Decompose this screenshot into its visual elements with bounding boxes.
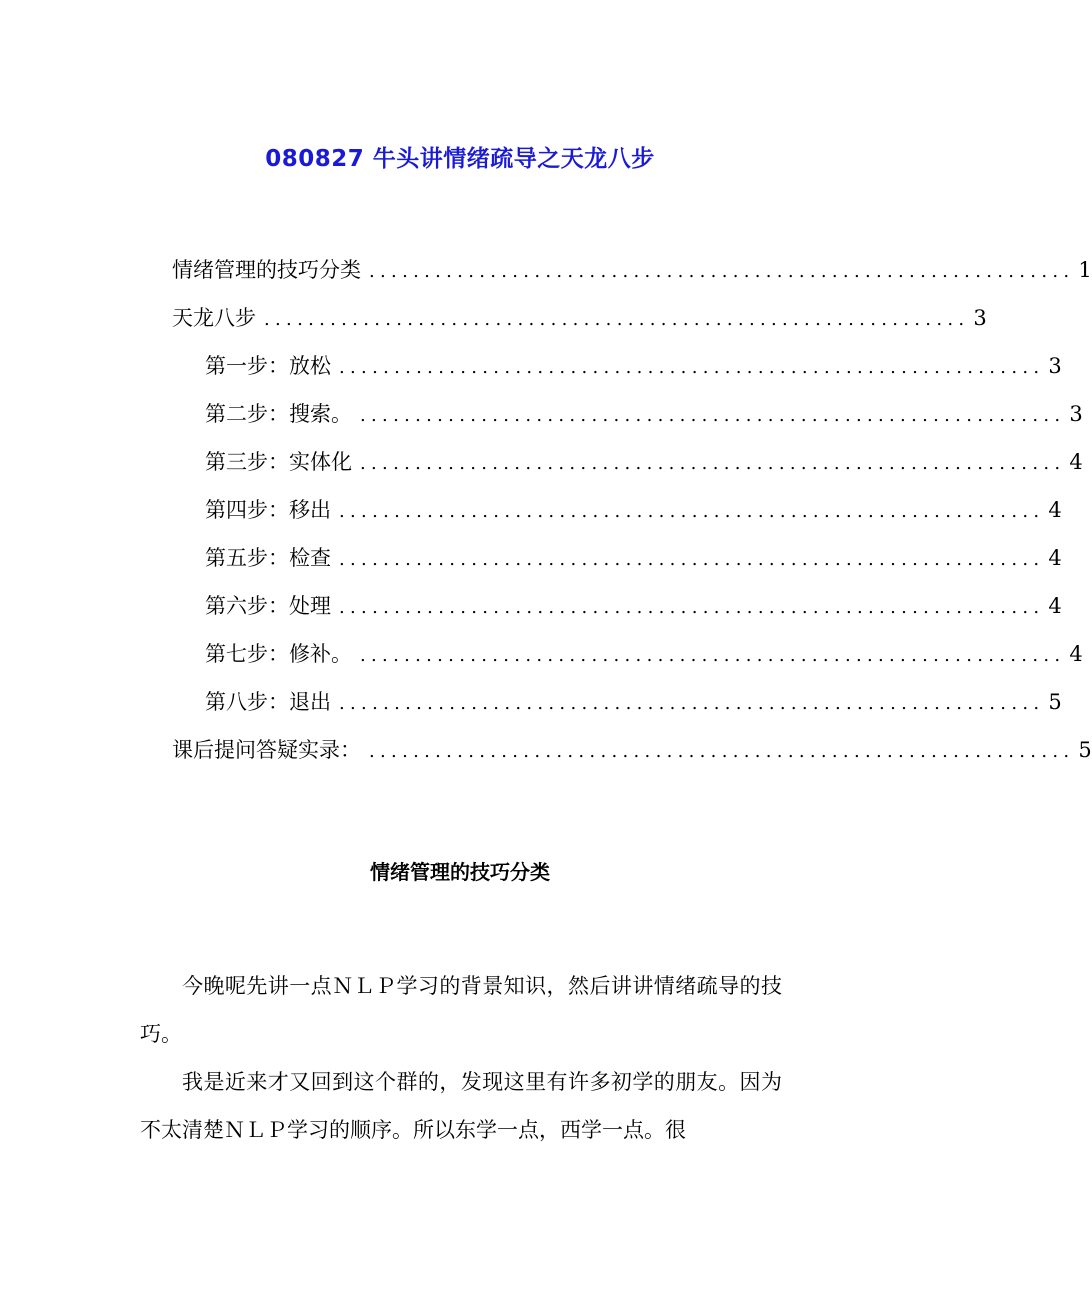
body-paragraph: 今晚呢先讲一点ＮＬＰ学习的背景知识，然后讲讲情绪疏导的技巧。 bbox=[140, 974, 782, 1046]
toc-entry[interactable]: 第五步：检查 ................................................................ 4 bbox=[205, 542, 780, 578]
toc-entry-page: 1 bbox=[1078, 258, 1092, 282]
section-heading: 情绪管理的技巧分类 bbox=[370, 860, 550, 884]
toc-entry[interactable]: 课后提问答疑实录： ................................................................ 5 bbox=[172, 734, 780, 770]
toc-entry[interactable]: 情绪管理的技巧分类 ................................................................ 1 bbox=[172, 254, 780, 290]
toc-entry-label: 第七步：修补。 bbox=[205, 642, 352, 666]
toc-entry-page: 3 bbox=[973, 306, 987, 330]
toc-entry-label: 第三步：实体化 bbox=[205, 450, 352, 474]
toc-entry-label: 第六步：处理 bbox=[205, 594, 331, 618]
toc-entry-page: 4 bbox=[1048, 594, 1062, 618]
toc-entry-label: 第四步：移出 bbox=[205, 498, 331, 522]
toc-entry-label: 情绪管理的技巧分类 bbox=[172, 258, 361, 282]
toc-entry-page: 4 bbox=[1048, 546, 1062, 570]
toc-entry-page: 5 bbox=[1078, 738, 1092, 762]
toc-entry[interactable]: 第七步：修补。 ................................................................ 4 bbox=[205, 638, 780, 674]
toc-entry-page: 4 bbox=[1048, 498, 1062, 522]
toc-entry[interactable]: 第二步：搜索。 ................................................................ 3 bbox=[205, 398, 780, 434]
toc-entry-page: 4 bbox=[1069, 642, 1083, 666]
section-body bbox=[140, 962, 782, 1154]
document-title: 080827 牛头讲情绪疏导之天龙八步 bbox=[265, 146, 655, 172]
body-paragraph: 我是近来才又回到这个群的，发现这里有许多初学的朋友。因为不太清楚ＮＬＰ学习的顺序。所以东学一点，西学一点。很 bbox=[140, 1070, 782, 1142]
toc-entry[interactable]: 第六步：处理 ................................................................ 4 bbox=[205, 590, 780, 626]
toc-entry[interactable]: 第八步：退出 ................................................................ 5 bbox=[205, 686, 780, 722]
toc-entry-label: 第二步：搜索。 bbox=[205, 402, 352, 426]
toc-entry[interactable]: 第三步：实体化 ................................................................ 4 bbox=[205, 446, 780, 482]
toc-entry-page: 3 bbox=[1048, 354, 1062, 378]
toc-entry[interactable]: 第四步：移出 ................................................................ 4 bbox=[205, 494, 780, 530]
toc-entry-label: 课后提问答疑实录： bbox=[172, 738, 361, 762]
toc-entry-label: 第八步：退出 bbox=[205, 690, 331, 714]
toc-entry-label: 天龙八步 bbox=[172, 306, 256, 330]
toc-entry[interactable]: 第一步：放松 ................................................................ 3 bbox=[205, 350, 780, 386]
toc-entry-page: 5 bbox=[1048, 690, 1062, 714]
toc-entry-label: 第五步：检查 bbox=[205, 546, 331, 570]
toc-entry-page: 4 bbox=[1069, 450, 1083, 474]
toc-entry-page: 3 bbox=[1069, 402, 1083, 426]
toc-entry-label: 第一步：放松 bbox=[205, 354, 331, 378]
toc-entry[interactable]: 天龙八步 ................................................................ 3 bbox=[172, 302, 780, 338]
